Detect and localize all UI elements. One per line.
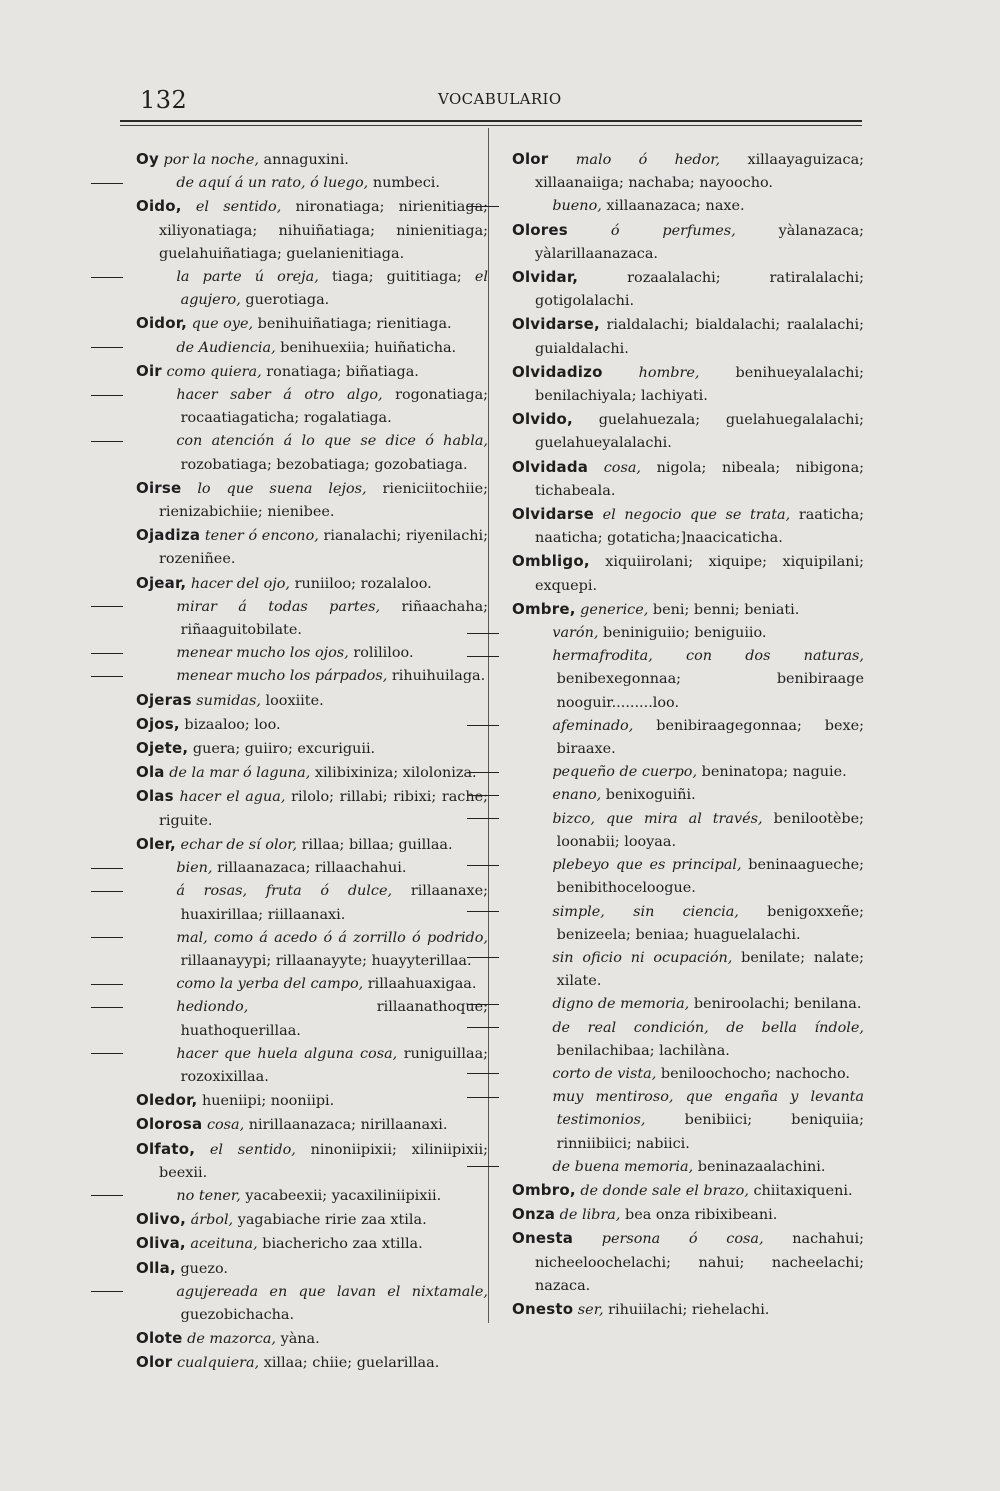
gloss: hacer saber á otro algo, [176, 387, 383, 404]
entry [136, 572, 488, 596]
repeat-dash [136, 665, 176, 688]
entry [136, 761, 488, 785]
headword: Olas [136, 787, 174, 806]
entry [512, 313, 864, 360]
gloss: de libra, [559, 1207, 621, 1224]
entry [136, 785, 488, 832]
entry [512, 503, 864, 550]
gloss: ser, [577, 1301, 604, 1318]
repeat-dash [136, 266, 176, 289]
gloss: hacer el agua, [179, 789, 286, 806]
translation: yacabeexii; yacaxiliniipixii. [245, 1187, 442, 1204]
headword: Olor [512, 150, 549, 168]
headword: Olvidadizo [512, 362, 603, 381]
repeat-dash [512, 715, 552, 738]
repeat-dash [512, 645, 552, 668]
repeat-dash [512, 901, 552, 924]
left-column [136, 148, 488, 1376]
translation: ninoniipixii; xiliniipixii; beexii. [159, 1141, 489, 1181]
gloss: mirar á todas partes, [176, 598, 381, 615]
headword: Oledor, [136, 1091, 198, 1110]
entry [136, 524, 488, 571]
headword: Ojadiza [136, 526, 201, 545]
translation: rihuiilachi; riehelachi. [608, 1301, 770, 1318]
repeat-dash [512, 808, 552, 831]
translation: riñaachaha; riñaaguitobilate. [180, 598, 489, 639]
gloss: muy mentiroso, que engaña y levanta testimonios, [552, 1089, 864, 1129]
gloss: la parte ú oreja, [176, 269, 319, 286]
headword: Ojete, [136, 739, 189, 758]
subentry [512, 761, 864, 784]
translation: yàlanazaca; yàlarillaanazaca. [535, 222, 864, 262]
translation: xillaanazaca; naxe. [606, 198, 745, 215]
translation: beniniguiio; beniguiio. [603, 625, 767, 642]
headword: Onza [512, 1205, 556, 1224]
translation: raaticha; naaticha; gotaticha;]naacicaticha. [535, 507, 864, 547]
entry [136, 689, 488, 713]
headword: Onesto [512, 1299, 574, 1318]
gloss: persona ó cosa, [601, 1231, 764, 1248]
subentry [136, 337, 488, 360]
headword: Olvidarse [512, 505, 594, 524]
entry [512, 148, 864, 195]
translation: nachahui; nicheeloochelachi; nahui; nacheelachi; nazaca. [535, 1231, 865, 1294]
running-title: VOCABULARIO [438, 90, 562, 108]
subentry [136, 1185, 488, 1208]
repeat-dash [136, 1281, 176, 1304]
entry [136, 713, 488, 737]
gloss: hermafrodita, con dos naturas, [552, 648, 864, 665]
repeat-dash [512, 195, 552, 218]
subentry [136, 1043, 488, 1089]
gloss: cualquiera, [176, 1355, 260, 1372]
entry [512, 456, 864, 503]
repeat-dash [136, 430, 176, 453]
gloss: á rosas, fruta ó dulce, [176, 883, 393, 900]
subentry [512, 715, 864, 761]
repeat-dash [136, 337, 176, 360]
subentry [512, 622, 864, 645]
translation: benihueyalalachi; benilachiyala; lachiyati. [535, 364, 864, 405]
repeat-dash [512, 784, 552, 807]
translation: beninazaalachini. [697, 1158, 826, 1175]
translation: benihuexiia; huiñaticha. [280, 339, 457, 356]
translation: tiaga; guititiaga; [331, 269, 462, 286]
repeat-dash [136, 857, 176, 880]
translation: xiquiirolani; xiquipe; xiquipilani; exquepi. [535, 554, 865, 594]
entry [512, 1203, 864, 1227]
translation: xilibixiniza; xiloloniza. [314, 765, 477, 782]
gloss: de real condición, de bella índole, [552, 1019, 864, 1036]
subentry [512, 1156, 864, 1179]
entry [136, 1208, 488, 1232]
translation: benibiici; beniquiia; rinniibiici; nabiici. [556, 1112, 864, 1152]
translation: rillaanazaca; rillaachahui. [217, 860, 407, 877]
headword: Ojear, [136, 573, 187, 592]
gloss: de la mar ó laguna, [169, 765, 311, 782]
headword: Ojos, [136, 714, 180, 733]
translation: beninatopa; naguie. [701, 764, 847, 781]
gloss: varón, [552, 625, 599, 642]
gloss: hombre, [638, 364, 700, 381]
subentry [136, 665, 488, 688]
subentry [136, 172, 488, 195]
headword: Oidor, [136, 314, 188, 333]
translation: runiguillaa; rozoxixillaa. [180, 1045, 489, 1085]
translation: rilolo; rillabi; ribixi; rache; riguite. [159, 789, 488, 829]
translation: beniloochocho; nachocho. [660, 1065, 850, 1082]
headword: Ola [136, 763, 165, 782]
headword: Olla, [136, 1258, 176, 1277]
repeat-dash [512, 761, 552, 784]
gloss: generice, [580, 601, 649, 618]
headword: Olivo, [136, 1210, 187, 1229]
gloss: pequeño de cuerpo, [552, 764, 698, 781]
right-column [512, 148, 864, 1322]
translation: bizaaloo; loo. [184, 716, 281, 733]
translation: benixoguiñi. [605, 787, 696, 804]
headword: Oirse [136, 478, 182, 497]
entry [512, 1298, 864, 1322]
gloss: afeminado, [552, 717, 634, 734]
entry [512, 598, 864, 622]
translation: chiitaxiqueni. [753, 1182, 853, 1199]
subentry [136, 880, 488, 926]
entry [136, 1138, 488, 1185]
gloss: menear mucho los ojos, [176, 645, 349, 662]
repeat-dash [136, 996, 176, 1019]
headword: Olores [512, 220, 568, 239]
entry [136, 195, 488, 266]
gloss: con atención á lo que se dice ó habla, [176, 433, 488, 450]
translation: benigoxxeñe; benizeela; beniaa; huaguelalachi. [556, 903, 864, 943]
entry [136, 833, 488, 857]
entry [136, 1113, 488, 1137]
headword: Ojeras [136, 690, 192, 709]
gloss: como quiera, [166, 363, 262, 380]
translation: guerotiaga. [245, 292, 330, 309]
translation: runiiloo; rozalaloo. [294, 575, 432, 592]
headword: Onesta [512, 1229, 574, 1248]
gloss: lo que suena lejos, [197, 480, 367, 497]
repeat-dash [512, 1156, 552, 1179]
subentry [512, 645, 864, 715]
translation: rolililoo. [353, 645, 414, 662]
translation: ronatiaga; biñatiaga. [266, 363, 419, 380]
gloss: el negocio que se trata, [602, 507, 791, 524]
translation: rihuihuilaga. [391, 668, 486, 685]
gloss: cosa, [603, 459, 641, 476]
gloss: el agujero, [180, 269, 489, 309]
translation: beniroolachi; benilana. [693, 996, 862, 1013]
gloss: hacer del ojo, [190, 575, 291, 592]
gloss: aceituna, [190, 1236, 258, 1253]
headword: Oler, [136, 834, 176, 853]
gloss: plebeyo que es principal, [552, 857, 742, 874]
translation: rillaanathoque; huathoquerillaa. [180, 999, 488, 1039]
translation: numbeci. [372, 175, 440, 192]
gloss: mal, como á acedo ó á zorrillo ó podrido, [176, 929, 488, 946]
repeat-dash [512, 947, 552, 970]
subentry [136, 857, 488, 880]
entry [136, 1351, 488, 1375]
gloss: malo ó hedor, [575, 152, 721, 168]
subentry [136, 596, 488, 642]
repeat-dash [512, 1017, 552, 1040]
headword: Oliva, [136, 1234, 186, 1253]
repeat-dash [136, 172, 176, 195]
gloss: digno de memoria, [552, 996, 690, 1013]
entry [136, 1327, 488, 1351]
gloss: el sentido, [195, 199, 282, 216]
gloss: bien, [176, 860, 213, 877]
translation: rillaa; billaa; guillaa. [301, 836, 453, 853]
gloss: tener ó encono, [204, 528, 319, 545]
gloss: cosa, [206, 1117, 245, 1134]
gloss: no tener, [176, 1187, 241, 1204]
headword: Olvidarse, [512, 315, 600, 334]
translation: rianalachi; riyenilachi; rozeniñee. [159, 528, 488, 568]
gloss: sin oficio ni ocupación, [552, 949, 733, 966]
subentry [512, 784, 864, 807]
entry [136, 148, 488, 172]
headword: Oir [136, 361, 162, 380]
subentry [512, 808, 864, 854]
subentry [136, 973, 488, 996]
repeat-dash [136, 880, 176, 903]
subentry [136, 430, 488, 476]
headword: Olvido, [512, 410, 573, 429]
translation: rozaalalachi; ratiralalachi; gotigolalachi. [535, 270, 865, 310]
translation: benilootèbe; loonabii; looyaa. [556, 810, 864, 850]
repeat-dash [512, 993, 552, 1016]
gloss: de buena memoria, [552, 1158, 694, 1175]
entry [136, 1232, 488, 1256]
translation: guelahuezala; guelahuegalalachi; guelahueyalalachi. [535, 412, 864, 452]
gloss: hediondo, [176, 999, 249, 1016]
translation: nirillaanazaca; nirillaanaxi. [248, 1117, 448, 1134]
repeat-dash [136, 596, 176, 619]
entry [512, 1179, 864, 1203]
translation: guezo. [180, 1260, 229, 1277]
translation: nironatiaga; nirienitiaga; xiliyonatiaga; nihuiñatiaga; ninienitiaga; guelahuiñatiaga; guelanienitiaga. [159, 199, 489, 262]
repeat-dash [136, 642, 176, 665]
entry [136, 737, 488, 761]
gloss: echar de sí olor, [180, 836, 298, 853]
gloss: ó perfumes, [610, 222, 736, 239]
subentry [512, 1063, 864, 1086]
entry [136, 1089, 488, 1113]
translation: xillaa; chiie; guelarillaa. [263, 1355, 440, 1372]
gloss: menear mucho los párpados, [176, 668, 388, 685]
header-rule-thin [120, 125, 862, 126]
gloss: corto de vista, [552, 1065, 657, 1082]
translation: hueniipi; nooniipi. [201, 1093, 335, 1110]
gloss: el sentido, [209, 1141, 296, 1158]
subentry [136, 996, 488, 1042]
entry [136, 360, 488, 384]
subentry [512, 854, 864, 900]
translation: guera; guiiro; excuriguii. [192, 741, 376, 758]
subentry [512, 1086, 864, 1156]
headword: Olote [136, 1329, 183, 1348]
entry [512, 550, 864, 597]
entry [512, 1227, 864, 1298]
translation: bea onza ribixibeani. [625, 1207, 778, 1224]
translation: guezobichacha. [180, 1306, 295, 1323]
page-number: 132 [140, 86, 188, 114]
subentry [136, 1281, 488, 1327]
repeat-dash [136, 973, 176, 996]
subentry [136, 384, 488, 430]
gloss: por la noche, [163, 152, 259, 168]
subentry [512, 993, 864, 1016]
repeat-dash [136, 1043, 176, 1066]
repeat-dash [512, 1086, 552, 1109]
gloss: de Audiencia, [176, 339, 276, 356]
entry [512, 219, 864, 266]
translation: rialdalachi; bialdalachi; raalalachi; guialdalachi. [535, 317, 864, 357]
headword: Ombro, [512, 1180, 576, 1199]
translation: benibiraagegonnaa; bexe; biraaxe. [556, 717, 864, 758]
translation: rillaahuaxigaa. [367, 976, 477, 993]
entry [136, 312, 488, 336]
gloss: bueno, [552, 198, 602, 215]
translation: benilachibaa; lachilàna. [556, 1042, 730, 1059]
subentry [512, 901, 864, 947]
translation: beninaagueche; benibithoceloogue. [556, 857, 864, 897]
gloss: simple, sin ciencia, [552, 903, 739, 920]
translation: looxiite. [265, 692, 324, 709]
gloss: como la yerba del campo, [176, 976, 364, 993]
translation: rillaanaxe; huaxirillaa; riillaanaxi. [180, 883, 489, 923]
translation: nigola; nibeala; nibigona; tichabeala. [535, 459, 865, 499]
repeat-dash [512, 622, 552, 645]
translation: biachericho zaa xtilla. [262, 1236, 423, 1253]
entry [136, 477, 488, 524]
subentry [512, 1017, 864, 1063]
gloss: de aquí á un rato, ó luego, [176, 175, 369, 192]
subentry [136, 927, 488, 973]
entry [512, 361, 864, 408]
gloss: enano, [552, 787, 602, 804]
gloss: sumidas, [196, 692, 261, 709]
gloss: bizco, que mira al través, [552, 810, 763, 827]
translation: rozobatiaga; bezobatiaga; gozobatiaga. [180, 456, 468, 473]
translation: annaguxini. [263, 152, 349, 168]
headword: Olfato, [136, 1139, 196, 1158]
headword: Oido, [136, 197, 182, 216]
headword: Olorosa [136, 1115, 203, 1134]
gloss: de mazorca, [187, 1331, 276, 1348]
entry [512, 408, 864, 455]
repeat-dash [136, 1185, 176, 1208]
entry [512, 266, 864, 313]
translation: benilate; nalate; xilate. [556, 949, 864, 990]
entry [136, 1257, 488, 1281]
headword: Ombligo, [512, 552, 590, 571]
translation: rogonatiaga; rocaatiagaticha; rogalatiaga. [180, 387, 488, 427]
repeat-dash [136, 927, 176, 950]
subentry [512, 947, 864, 993]
gloss: agujereada en que lavan el nixtamale, [176, 1283, 488, 1300]
subentry [136, 266, 488, 312]
translation: yàna. [280, 1331, 320, 1348]
translation: benibexegonnaa; benibiraage nooguir.........loo. [556, 671, 864, 711]
translation: xillaayaguizaca; xillaanaiiga; nachaba; nayoocho. [535, 152, 864, 192]
header-rule-thick [120, 120, 862, 122]
subentry [512, 195, 864, 218]
headword: Olvidar, [512, 268, 579, 287]
headword: Ombre, [512, 599, 576, 618]
repeat-dash [512, 1063, 552, 1086]
gloss: de donde sale el brazo, [580, 1182, 749, 1199]
subentry [136, 642, 488, 665]
repeat-dash [136, 384, 176, 407]
gloss: hacer que huela alguna cosa, [176, 1045, 398, 1062]
translation: rieniciitochiie; rienizabichiie; nienibee. [159, 480, 488, 521]
repeat-dash [512, 854, 552, 877]
headword: Olor [136, 1353, 173, 1372]
headword: Oy [136, 150, 159, 168]
translation: yagabiache ririe zaa xtila. [237, 1212, 427, 1229]
gloss: que oye, [191, 316, 254, 333]
headword: Olvidada [512, 457, 589, 476]
translation: benihuiñatiaga; rienitiaga. [257, 316, 452, 333]
translation: rillaanayypi; rillaanayyte; huayyterillaa. [180, 952, 472, 969]
gloss: árbol, [190, 1212, 234, 1229]
translation: beni; benni; beniati. [652, 601, 800, 618]
